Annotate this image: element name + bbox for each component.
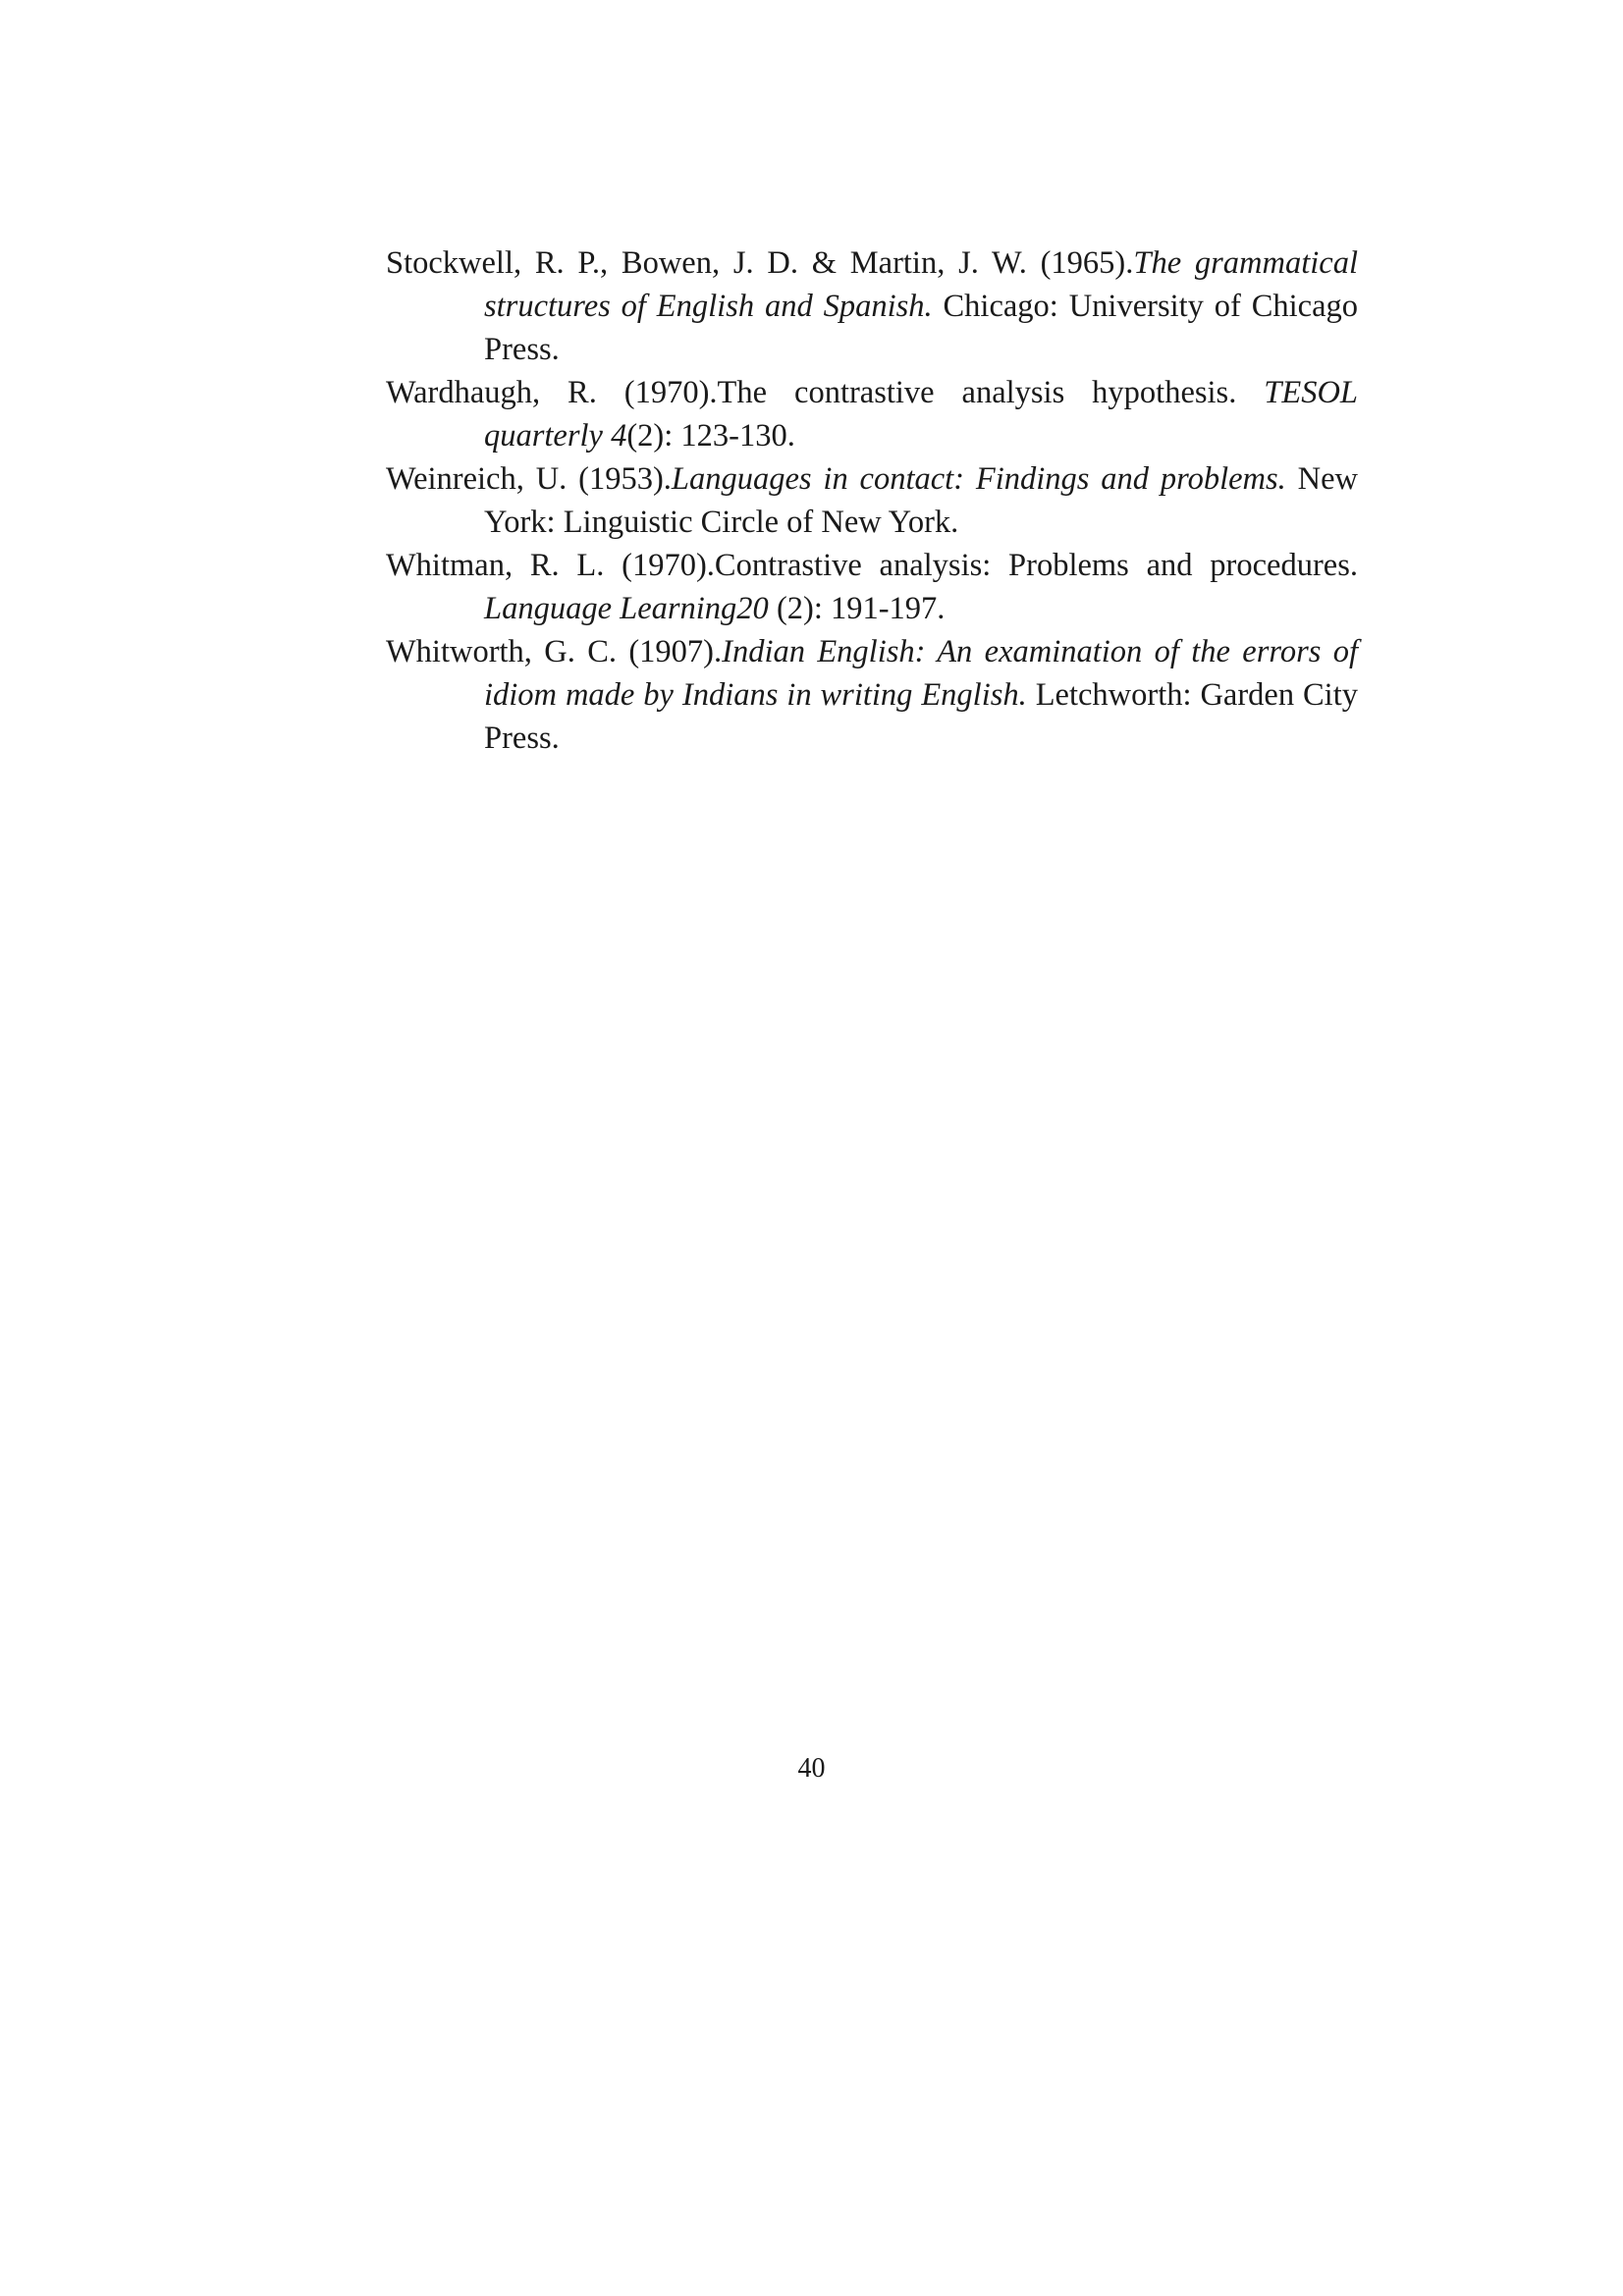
reference-entry xyxy=(386,457,1358,544)
reference-text: Stockwell, R. P., Bowen, J. D. & Martin, J. W. (1965). xyxy=(386,245,1134,281)
reference-text: Letchworth: Garden City Press. xyxy=(484,677,1358,756)
reference-text: New York: Linguistic Circle of New York. xyxy=(484,461,1358,540)
reference-list xyxy=(386,241,1358,760)
reference-entry xyxy=(386,630,1358,760)
reference-entry xyxy=(386,241,1358,371)
reference-entry xyxy=(386,544,1358,630)
reference-title: The grammatical structures of English and Spanish. xyxy=(484,245,1358,324)
reference-title: Languages in contact: Findings and problems. xyxy=(671,461,1286,497)
reference-text: Whitworth, G. C. (1907). xyxy=(386,634,723,669)
reference-title: Indian English: An examination of the errors of idiom made by Indians in writing English. xyxy=(484,634,1358,713)
page-number: 40 xyxy=(797,1753,826,1784)
reference-text: Weinreich, U. (1953). xyxy=(386,461,672,497)
reference-entry xyxy=(386,371,1358,457)
reference-text: Chicago: University of Chicago Press. xyxy=(484,289,1359,367)
reference-text: (2): 123-130. xyxy=(626,418,795,454)
reference-title: TESOL quarterly 4 xyxy=(484,375,1358,454)
reference-text: Whitman, R. L. (1970).Contrastive analysis: Problems and procedures. xyxy=(386,548,1358,583)
reference-title: Language Learning20 xyxy=(484,591,769,626)
reference-text: Wardhaugh, R. (1970).The contrastive analysis hypothesis. xyxy=(386,375,1265,410)
reference-text: (2): 191-197. xyxy=(768,591,946,626)
